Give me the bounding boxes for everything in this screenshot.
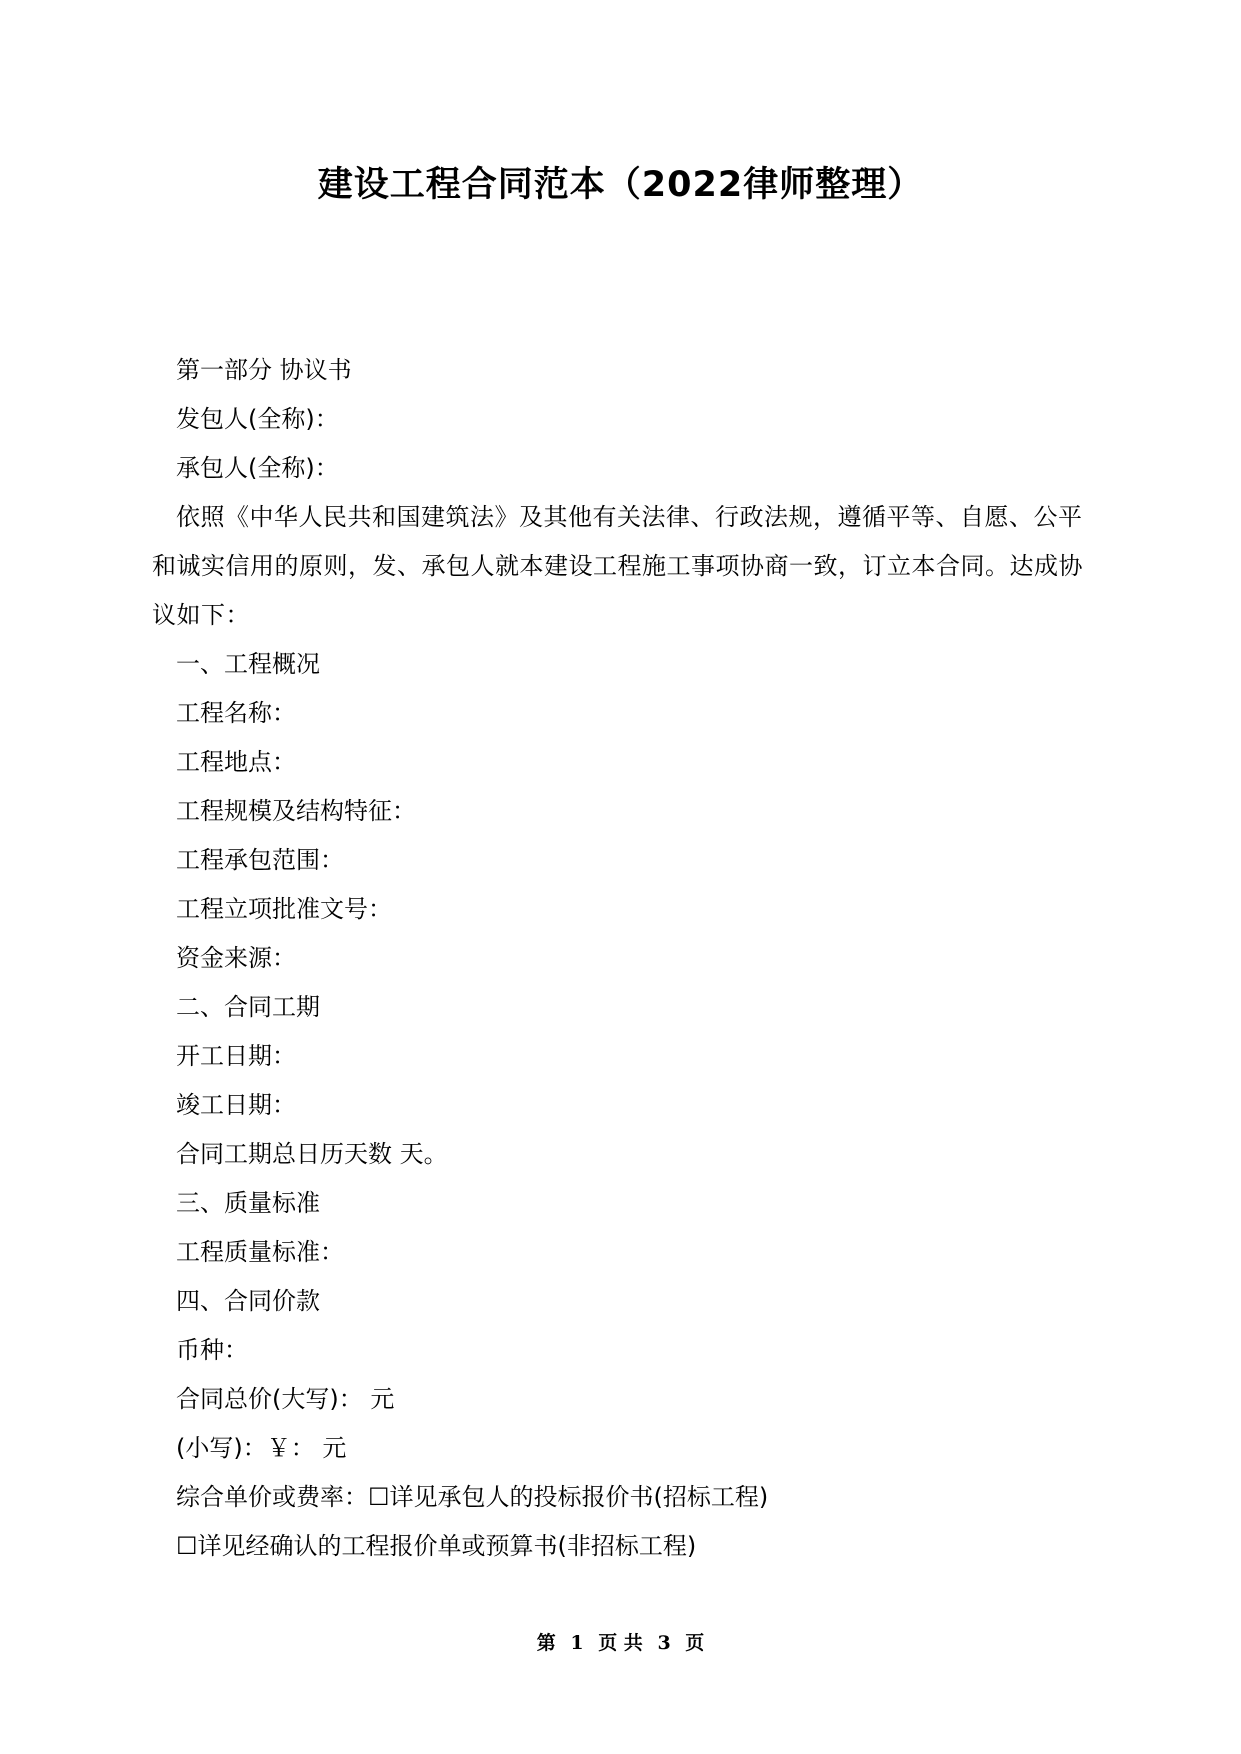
preamble-paragraph: 依照《中华人民共和国建筑法》及其他有关法律、行政法规，遵循平等、自愿、公平和诚实信用的原则，发、承包人就本建设工程施工事项协商一致，订立本合同。达成协议如下：: [152, 503, 1083, 629]
project-location-line: 工程地点：: [176, 748, 296, 776]
contract-scope-line: 工程承包范围：: [176, 846, 344, 874]
contractor-name-line: 承包人(全称)：: [176, 454, 339, 482]
total-price-words-line: 合同总价(大写)： 元: [176, 1385, 395, 1413]
currency-line: 币种：: [176, 1336, 248, 1364]
total-days-line: 合同工期总日历天数 天。: [176, 1140, 448, 1168]
page-footer: [0, 1629, 1241, 1657]
document-title: 建设工程合同范本（2022律师整理）: [317, 165, 924, 205]
footer-total-pages: 3: [657, 1632, 671, 1654]
section-heading-project-overview: 一、工程概况: [176, 650, 320, 678]
footer-current-page: 1: [570, 1632, 584, 1654]
unit-price-option-tender-line: 综合单价或费率：☐详见承包人的投标报价书(招标工程): [176, 1483, 769, 1511]
section-heading-contract-period: 二、合同工期: [176, 993, 320, 1021]
funding-source-line: 资金来源：: [176, 944, 296, 972]
footer-suffix: 页: [685, 1632, 705, 1654]
section-heading-quality-standard: 三、质量标准: [176, 1189, 320, 1217]
document-body: [152, 346, 1097, 1571]
unit-price-option-non-tender-line: ☐详见经确认的工程报价单或预算书(非招标工程): [176, 1532, 697, 1560]
section-heading-part-one: 第一部分 协议书: [176, 356, 352, 384]
footer-middle: 页 共: [598, 1632, 643, 1654]
employer-name-line: 发包人(全称)：: [176, 405, 339, 433]
footer-prefix: 第: [536, 1632, 556, 1654]
completion-date-line: 竣工日期：: [176, 1091, 296, 1119]
project-scale-line: 工程规模及结构特征：: [176, 797, 416, 825]
start-date-line: 开工日期：: [176, 1042, 296, 1070]
section-heading-contract-price: 四、合同价款: [176, 1287, 320, 1315]
project-name-line: 工程名称：: [176, 699, 296, 727]
approval-number-line: 工程立项批准文号：: [176, 895, 392, 923]
quality-standard-line: 工程质量标准：: [176, 1238, 344, 1266]
total-price-figures-line: (小写)：￥： 元: [176, 1434, 347, 1462]
